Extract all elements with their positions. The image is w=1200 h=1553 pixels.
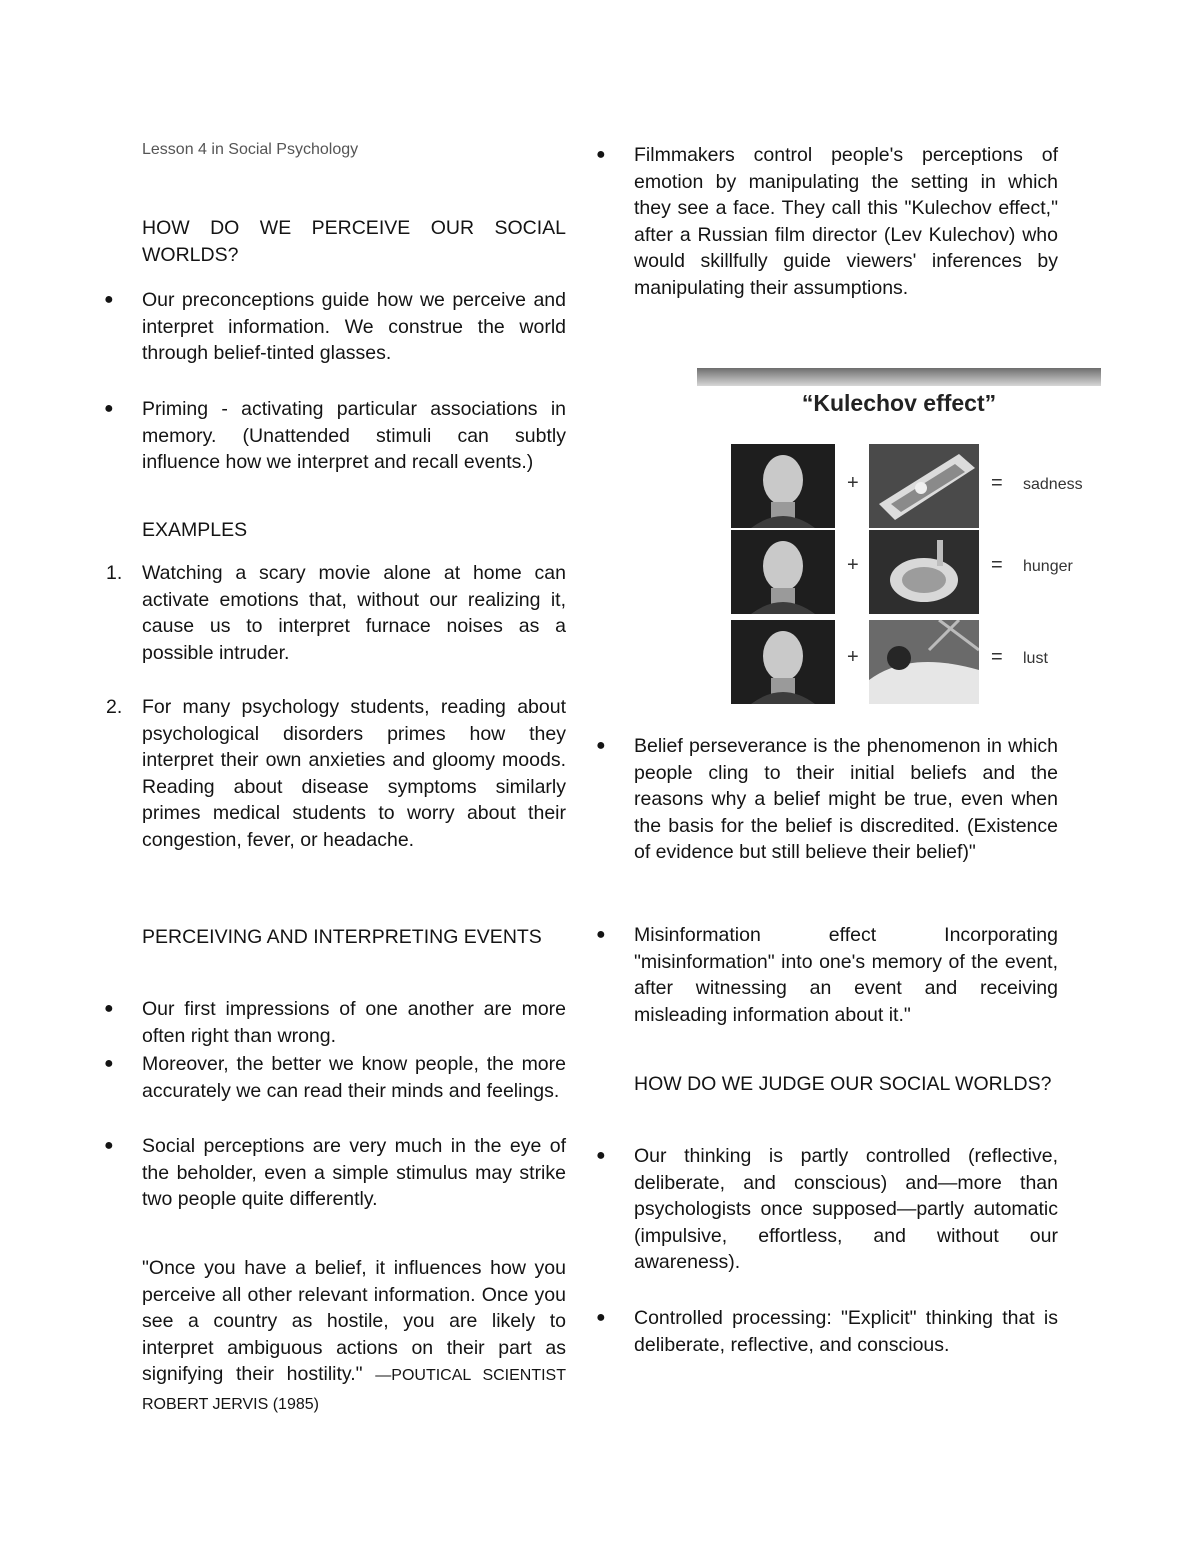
section-heading-perceive: HOW DO WE PERCEIVE OUR SOCIAL WORLDS? [142,217,566,266]
bullet-icon: ● [104,400,114,417]
bullet-icon: ● [596,737,606,754]
section-heading-judge: HOW DO WE JUDGE OUR SOCIAL WORLDS? [634,1073,1052,1095]
equals-sign: = [991,554,1003,576]
plus-sign: + [847,646,859,668]
quote-text: "Once you have a belief, it influences how you perceive all other relevant information. Once you see a country as hostile, you are likely to interpret ambiguous actions on their part as signifying their hostility." [142,1257,566,1386]
plus-sign: + [847,554,859,576]
examples-heading: EXAMPLES [142,519,248,541]
bullet-icon: ● [104,1137,114,1154]
bullet-list-misinformation [596,922,1058,1028]
list-item: ● Priming - activating particular associations in memory. (Unattended stimuli can subtly influence how we interpret and recall events.) [104,398,566,474]
bullet-icon: ● [596,1309,606,1326]
examples-list-2 [106,694,566,854]
bullet-list-perceive [104,287,566,367]
actor-face-image [731,620,835,704]
emotion-label-lust: lust [1023,650,1048,667]
equals-sign: = [991,472,1003,494]
bullet-icon: ● [596,1147,606,1164]
list-item: ● Misinformation effect Incorporating "misinformation" into one's memory of the event, after witnessing an event and receiving misleading information about it." [596,924,1058,1026]
bullet-list-priming [104,396,566,476]
bullet-list-filmmakers [596,142,1058,302]
coffin-scene-image [869,444,979,528]
list-item: ● Filmmakers control people's perceptions of emotion by manipulating the setting in which they see a face. They call this "Kulechov effect," after a Russian film director (Lev Kulechov) who would skillfully guide viewers' inferences by manipulating their assumptions. [596,144,1058,299]
emotion-label-sadness: sadness [1023,476,1083,493]
bullet-list-impressions [104,996,566,1049]
bullet-icon: ● [104,291,114,308]
page-header: Lesson 4 in Social Psychology [142,141,359,158]
list-item: ● Our preconceptions guide how we perceive and interpret information. We construe the world through belief-tinted glasses. [104,289,566,365]
quote-paragraph [142,1255,566,1419]
list-item: ● Social perceptions are very much in the eye of the beholder, even a simple stimulus may strike two people quite differently. [104,1135,566,1211]
list-item: ● Our thinking is partly controlled (reflective, deliberate, and conscious) and—more than psychologists once supposed—partly automatic (impulsive, effortless, and without our awareness). [596,1145,1058,1274]
bullet-list-beholder [104,1133,566,1213]
actor-face-image [731,530,835,614]
list-item: ● Belief perseverance is the phenomenon in which people cling to their initial beliefs and the reasons why a belief might be true, even when the basis for the belief is discredited. (Existence of evidence but still believe their belief)" [596,735,1058,864]
bullet-list-controlled [596,1305,1058,1358]
equals-sign: = [991,646,1003,668]
bullet-list-thinking [596,1143,1058,1276]
bullet-icon: ● [596,146,606,163]
section-heading-interpreting: PERCEIVING AND INTERPRETING EVENTS [142,926,542,948]
list-item: ● Our first impressions of one another are more often right than wrong. [104,998,566,1047]
bullet-list-perseverance [596,733,1058,866]
bullet-icon: ● [104,1055,114,1072]
figure-title: “Kulechov effect” [801,390,997,416]
list-item: 1. Watching a scary movie alone at home can activate emotions that, without our realizing it, cause us to interpret furnace noises as a possible intruder. [106,562,566,664]
bullet-icon: ● [104,1000,114,1017]
list-item: 2. For many psychology students, reading about psychological disorders primes how they interpret their own anxieties and gloomy moods. Reading about disease symptoms similarly primes medical students to worry about their congestion, fever, or headache. [106,696,566,851]
bullet-list-know-people [104,1051,566,1104]
actor-face-image [731,444,835,528]
list-item: ● Controlled processing: "Explicit" thinking that is deliberate, reflective, and conscious. [596,1307,1058,1356]
plus-sign: + [847,472,859,494]
examples-list-1 [106,560,566,666]
bullet-icon: ● [596,926,606,943]
emotion-label-hunger: hunger [1023,558,1073,575]
figure-top-bar [697,368,1101,386]
quote-attribution: —POUTICAL SCIENTIST ROBERT JERVIS (1985) [142,1367,566,1413]
list-item: ● Moreover, the better we know people, the more accurately we can read their minds and feelings. [104,1053,566,1102]
soup-bowl-scene-image [869,530,979,614]
kulechov-figure [697,368,1101,708]
reclining-woman-scene-image [869,620,979,704]
